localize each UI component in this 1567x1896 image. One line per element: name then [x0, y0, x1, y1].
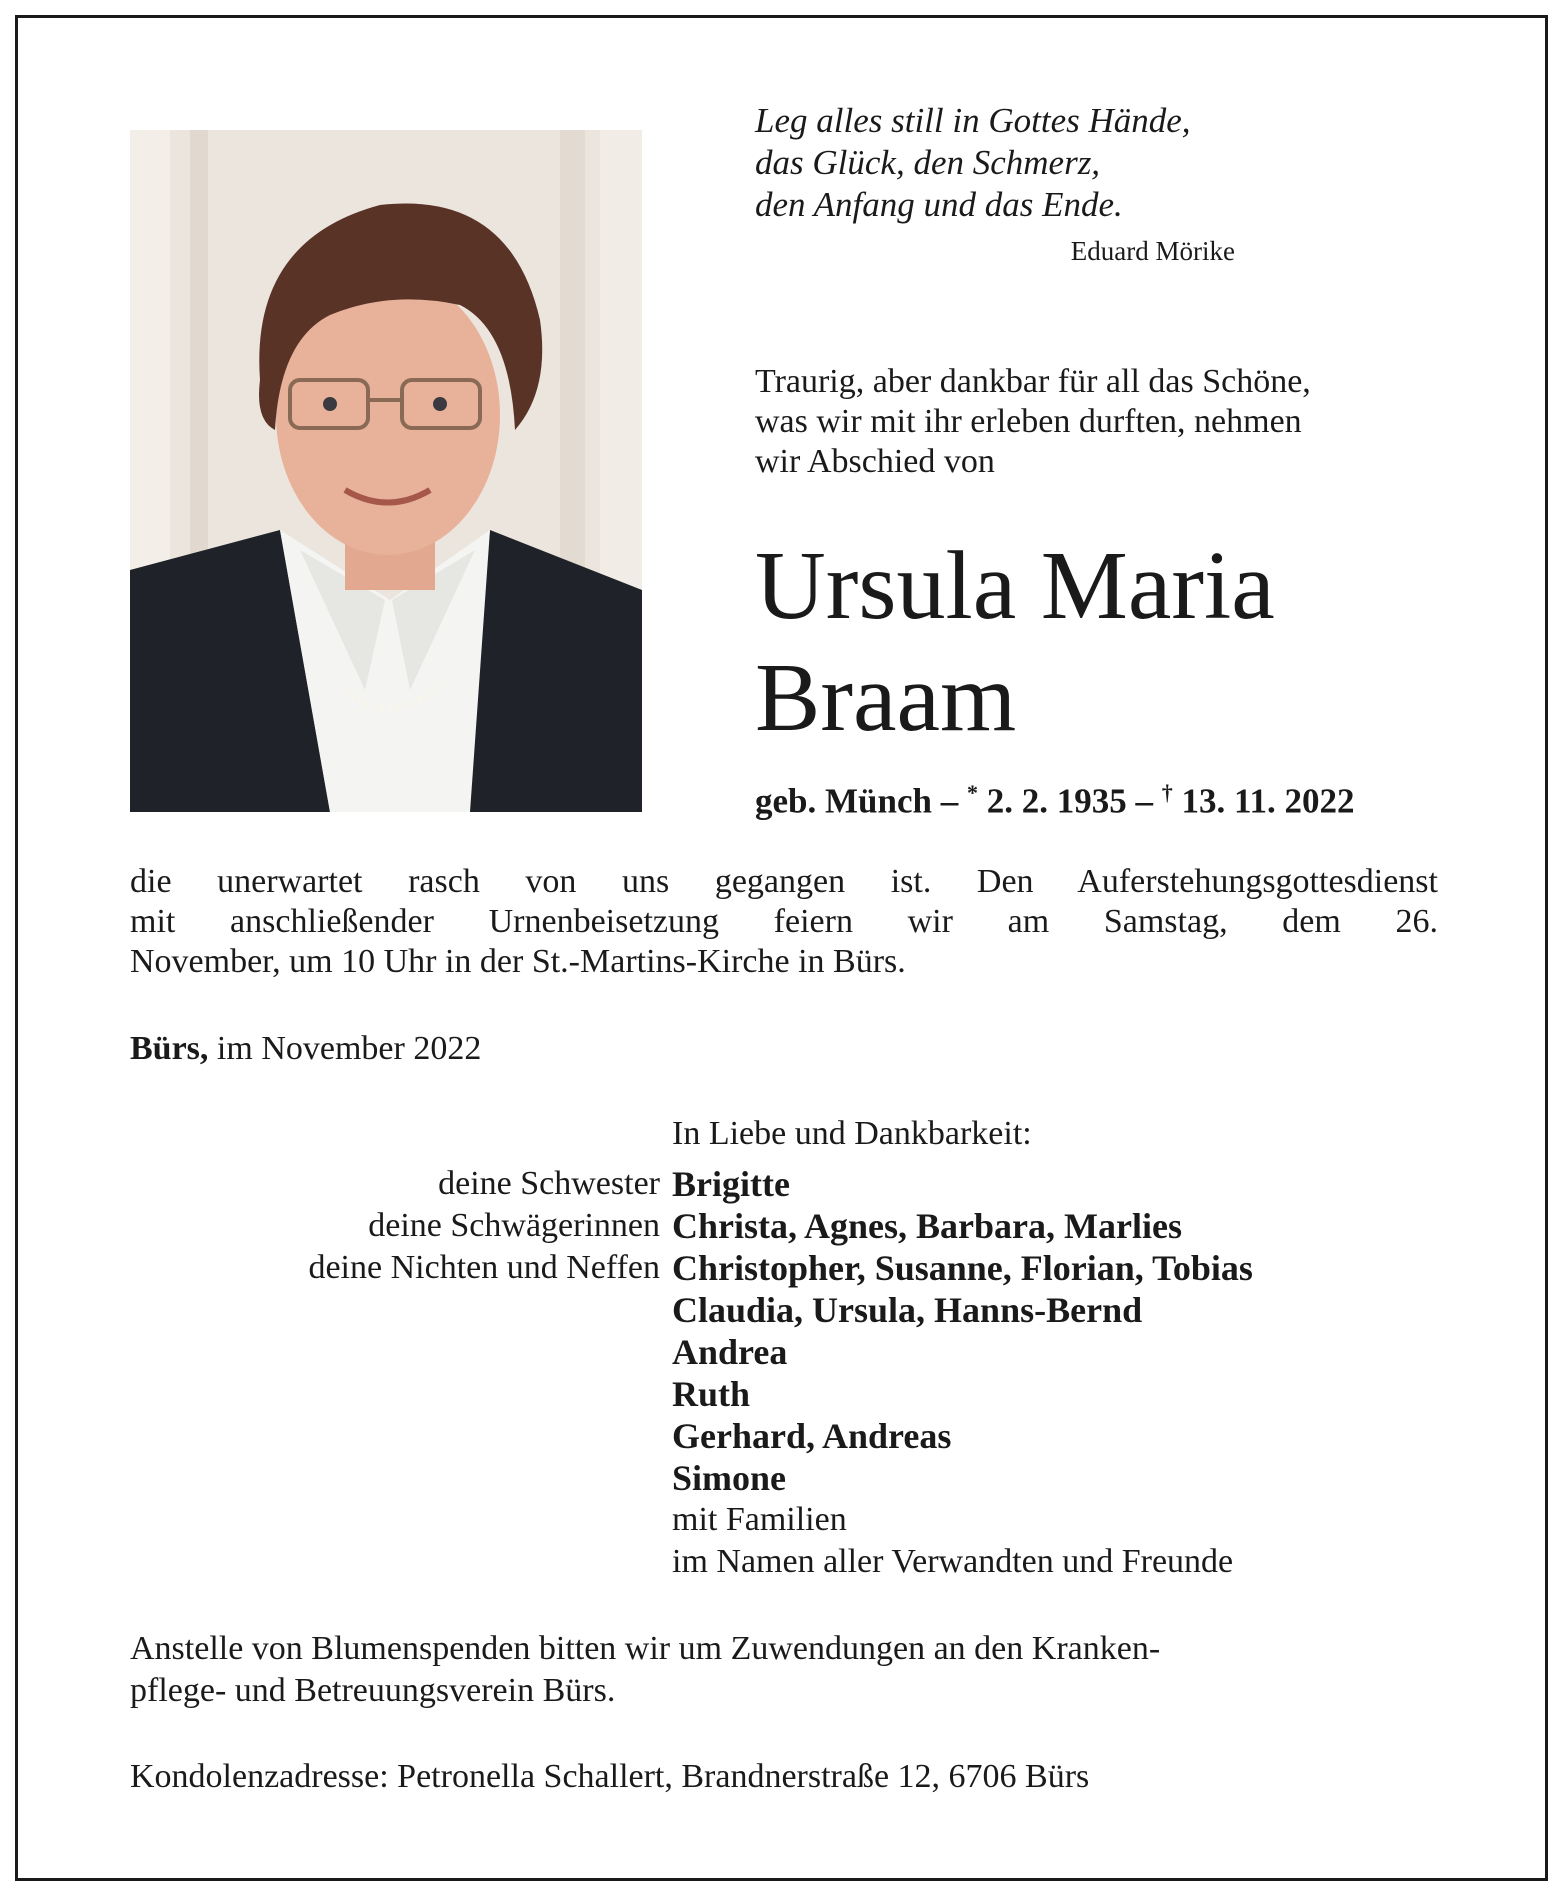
family-relation	[130, 1541, 672, 1583]
quote-line: Leg alles still in Gottes Hände,	[755, 101, 1191, 140]
family-relation	[130, 1373, 672, 1415]
family-names: mit Familien	[672, 1501, 847, 1538]
family-row	[130, 1541, 1438, 1583]
family-row	[130, 1415, 1438, 1457]
portrait-illustration	[130, 130, 642, 812]
announcement-line: die unerwartet rasch von uns gegangen ist. Den Auferstehungsgottesdienst	[130, 863, 1438, 900]
died-symbol: †	[1161, 780, 1173, 805]
intro-line: was wir mit ihr erleben durften, nehmen	[755, 403, 1302, 440]
family-row	[130, 1499, 1438, 1541]
family-relation	[130, 1331, 672, 1373]
announcement-line: November, um 10 Uhr in der St.-Martins-Kirche in Bürs.	[130, 943, 906, 980]
family-row	[130, 1457, 1438, 1499]
family-relation: deine Nichten und Neffen	[308, 1249, 660, 1286]
announcement-line: mit anschließender Urnenbeisetzung feiern wir am Samstag, dem 26.	[130, 903, 1438, 940]
epigraph-quote	[755, 100, 1315, 267]
family-names: Gerhard, Andreas	[672, 1416, 952, 1456]
family-names: Christopher, Susanne, Florian, Tobias	[672, 1248, 1253, 1288]
family-relation	[130, 1415, 672, 1457]
family-row	[130, 1331, 1438, 1373]
intro-text	[755, 362, 1445, 482]
place-date	[130, 1030, 481, 1068]
portrait-photo	[130, 130, 642, 812]
family-row	[130, 1373, 1438, 1415]
family-row	[130, 1205, 1438, 1247]
donation-line: pflege- und Betreuungsverein Bürs.	[130, 1672, 616, 1709]
quote-line: das Glück, den Schmerz,	[755, 143, 1101, 182]
name-line-1: Ursula Maria	[755, 532, 1275, 640]
condolence-address: Kondolenzadresse: Petronella Schallert, Brandnerstraße 12, 6706 Bürs	[130, 1758, 1090, 1795]
intro-line: Traurig, aber dankbar für all das Schöne,	[755, 363, 1311, 400]
donation-note	[130, 1628, 1438, 1712]
signoff: In Liebe und Dankbarkeit:	[672, 1115, 1032, 1152]
family-relation	[130, 1289, 672, 1331]
family-row	[130, 1247, 1438, 1289]
family-relation	[130, 1499, 672, 1541]
family-names: Ruth	[672, 1374, 751, 1414]
name-line-2: Braam	[755, 644, 1017, 752]
family-names: Brigitte	[672, 1164, 790, 1204]
family-relation: deine Schwester	[438, 1165, 660, 1202]
family-list	[130, 1163, 1438, 1583]
donation-line: Anstelle von Blumenspenden bitten wir um Zuwendungen an den Kranken-	[130, 1630, 1161, 1667]
life-dates: geb. Münch – * 2. 2. 1935 – † 13. 11. 2022	[755, 780, 1355, 821]
announcement-text	[130, 862, 1438, 982]
deceased-name	[755, 530, 1475, 754]
maiden-name: geb. Münch	[755, 781, 932, 821]
born-symbol: *	[966, 780, 978, 805]
birth-date: 2. 2. 1935	[986, 781, 1127, 821]
family-names: Andrea	[672, 1332, 788, 1372]
family-names: Simone	[672, 1458, 787, 1498]
family-names: im Namen aller Verwandten und Freunde	[672, 1543, 1234, 1580]
family-relation	[130, 1457, 672, 1499]
place-town: Bürs,	[130, 1030, 209, 1067]
family-relation: deine Schwägerinnen	[368, 1207, 660, 1244]
family-names: Claudia, Ursula, Hanns-Bernd	[672, 1290, 1143, 1330]
quote-line: den Anfang und das Ende.	[755, 185, 1123, 224]
family-row	[130, 1289, 1438, 1331]
intro-line: wir Abschied von	[755, 443, 995, 480]
death-date: 13. 11. 2022	[1181, 781, 1355, 821]
place-date-text: im November 2022	[216, 1030, 482, 1067]
quote-author: Eduard Mörike	[1070, 236, 1235, 266]
family-names: Christa, Agnes, Barbara, Marlies	[672, 1206, 1182, 1246]
family-row	[130, 1163, 1438, 1205]
